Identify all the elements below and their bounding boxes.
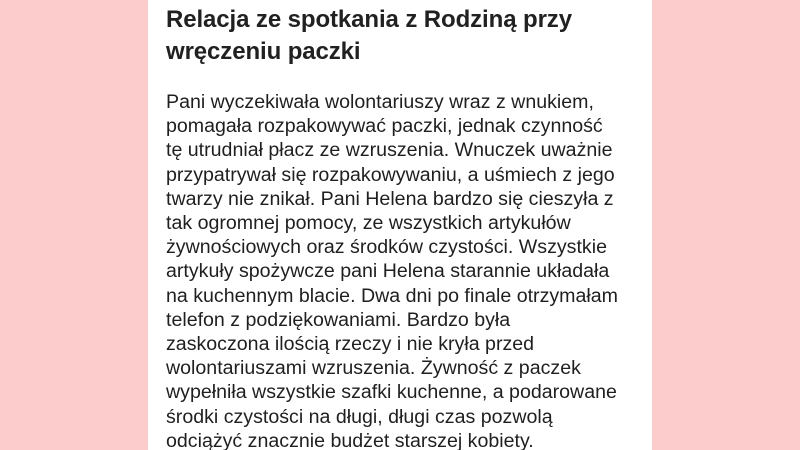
article-title: Relacja ze spotkania z Rodziną przy wręczeniu paczki <box>166 6 572 65</box>
article-body: Pani wyczekiwała wolontariuszy wraz z wnukiem, pomagała rozpakowywać paczki, jednak czynność tę utrudniał płacz ze wzruszenia. Wnuczek uważnie przypatrywał się rozpakowywaniu, a uśmiech z jego twarzy nie znikał. Pani Helena bardzo się cieszyła z tak ogromnej pomocy, ze wszystkich artykułów żywnościowych oraz środków czystości. Wszystkie artykuły spożywcze pani Helena starannie układała na kuchennym blacie. Dwa dni po finale otrzymałam telefon z podziękowaniami. Bardzo była zaskoczona ilością rzeczy i nie kryła przed wolontariuszami wzruszenia. Żywność z paczek wypełniła wszystkie szafki kuchenne, a podarowane środki czystości na długi, długi czas pozwolą odciążyć znacznie budżet starszej kobiety. <box>166 91 618 450</box>
article-card <box>148 0 652 450</box>
